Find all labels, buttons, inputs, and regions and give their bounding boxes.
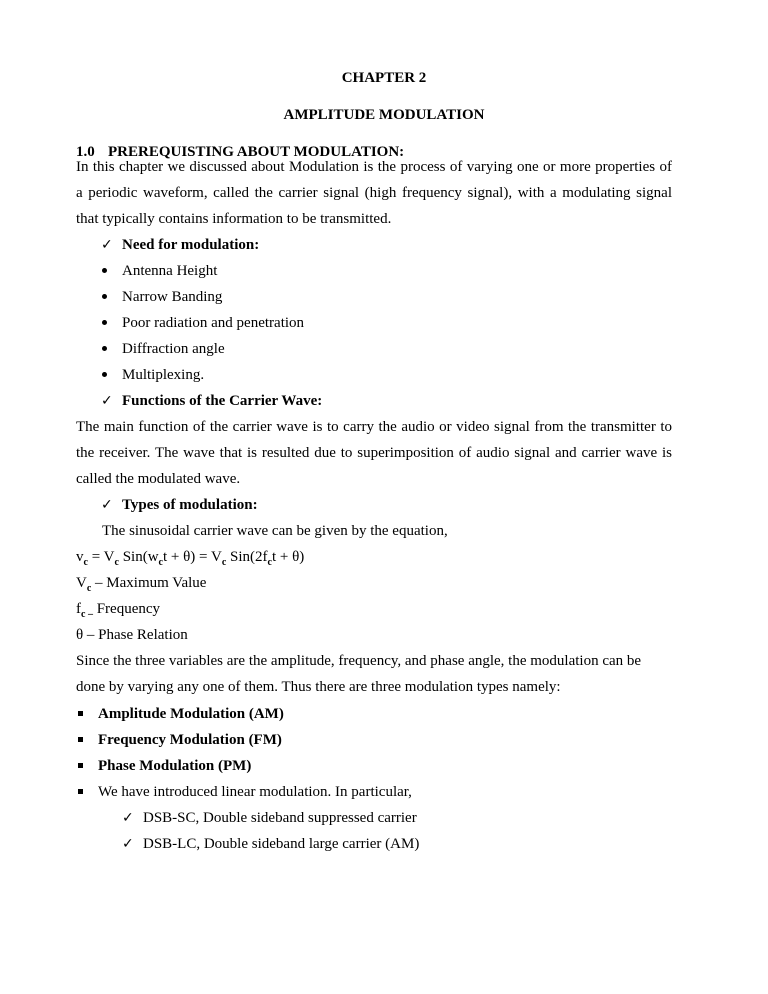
functions-heading: Functions of the Carrier Wave:	[122, 393, 323, 409]
checkmark-icon: ✓	[122, 810, 134, 826]
intro-line: that typically contains information to be transmitted.	[76, 211, 392, 227]
list-item: Antenna Height	[122, 263, 218, 279]
square-bullet-icon	[78, 789, 83, 794]
list-item: Narrow Banding	[122, 289, 223, 305]
vc-description: – Maximum Value	[95, 575, 207, 591]
summary-line: done by varying any one of them. Thus there are three modulation types namely:	[76, 679, 561, 695]
linear-item: DSB-SC, Double sideband suppressed carrier	[143, 810, 417, 826]
linear-item: DSB-LC, Double sideband large carrier (AM)	[143, 836, 420, 852]
square-bullet-icon	[78, 737, 83, 742]
intro-line: a periodic waveform, called the carrier signal (high frequency signal), with a modulating signal	[76, 185, 672, 201]
bullet-icon	[102, 372, 107, 377]
checkmark-icon: ✓	[101, 237, 113, 253]
fc-description: Frequency	[92, 601, 161, 617]
section-heading: PREREQUISTING ABOUT MODULATION:	[108, 144, 405, 160]
fc-definition: $f_{c -}$ Frequency	[76, 601, 161, 620]
checkmark-icon: ✓	[101, 393, 113, 409]
functions-line: the receiver. The wave that is resulted due to superimposition of audio signal and carrier wave is	[76, 445, 672, 461]
section-number: 1.0	[76, 144, 95, 160]
checkmark-icon: ✓	[101, 497, 113, 513]
vc-definition: $V_c$ – Maximum Value	[76, 575, 207, 594]
square-bullet-icon	[78, 763, 83, 768]
bullet-icon	[102, 294, 107, 299]
functions-line: The main function of the carrier wave is to carry the audio or video signal from the transmitter to	[76, 419, 672, 435]
list-item: Poor radiation and penetration	[122, 315, 305, 331]
equation-intro: The sinusoidal carrier wave can be given by the equation,	[102, 523, 448, 539]
list-item: Diffraction angle	[122, 341, 225, 357]
bullet-icon	[102, 346, 107, 351]
list-item: Multiplexing.	[122, 367, 205, 383]
carrier-equation: $v_c = V_c$ $Sin(w_ct + \theta) = V_c$ $Sin(2f_ct + \theta)$	[76, 549, 305, 568]
summary-line: Since the three variables are the amplitude, frequency, and phase angle, the modulation can be	[76, 653, 642, 669]
square-bullet-icon	[78, 711, 83, 716]
modulation-type-item: Phase Modulation (PM)	[98, 758, 252, 774]
checkmark-icon: ✓	[122, 836, 134, 852]
modulation-type-item: Amplitude Modulation (AM)	[98, 706, 284, 722]
theta-definition: θ – Phase Relation	[76, 627, 188, 643]
bullet-icon	[102, 320, 107, 325]
bullet-icon	[102, 268, 107, 273]
need-heading: Need for modulation:	[122, 237, 260, 253]
linear-intro: We have introduced linear modulation. In particular,	[98, 784, 412, 800]
intro-line: In this chapter we discussed about Modulation is the process of varying one or more properties of	[76, 159, 672, 175]
chapter-number: CHAPTER 2	[341, 70, 427, 86]
functions-line: called the modulated wave.	[76, 471, 241, 487]
chapter-title: AMPLITUDE MODULATION	[283, 107, 485, 123]
modulation-type-item: Frequency Modulation (FM)	[98, 732, 282, 748]
types-heading: Types of modulation:	[122, 497, 258, 513]
